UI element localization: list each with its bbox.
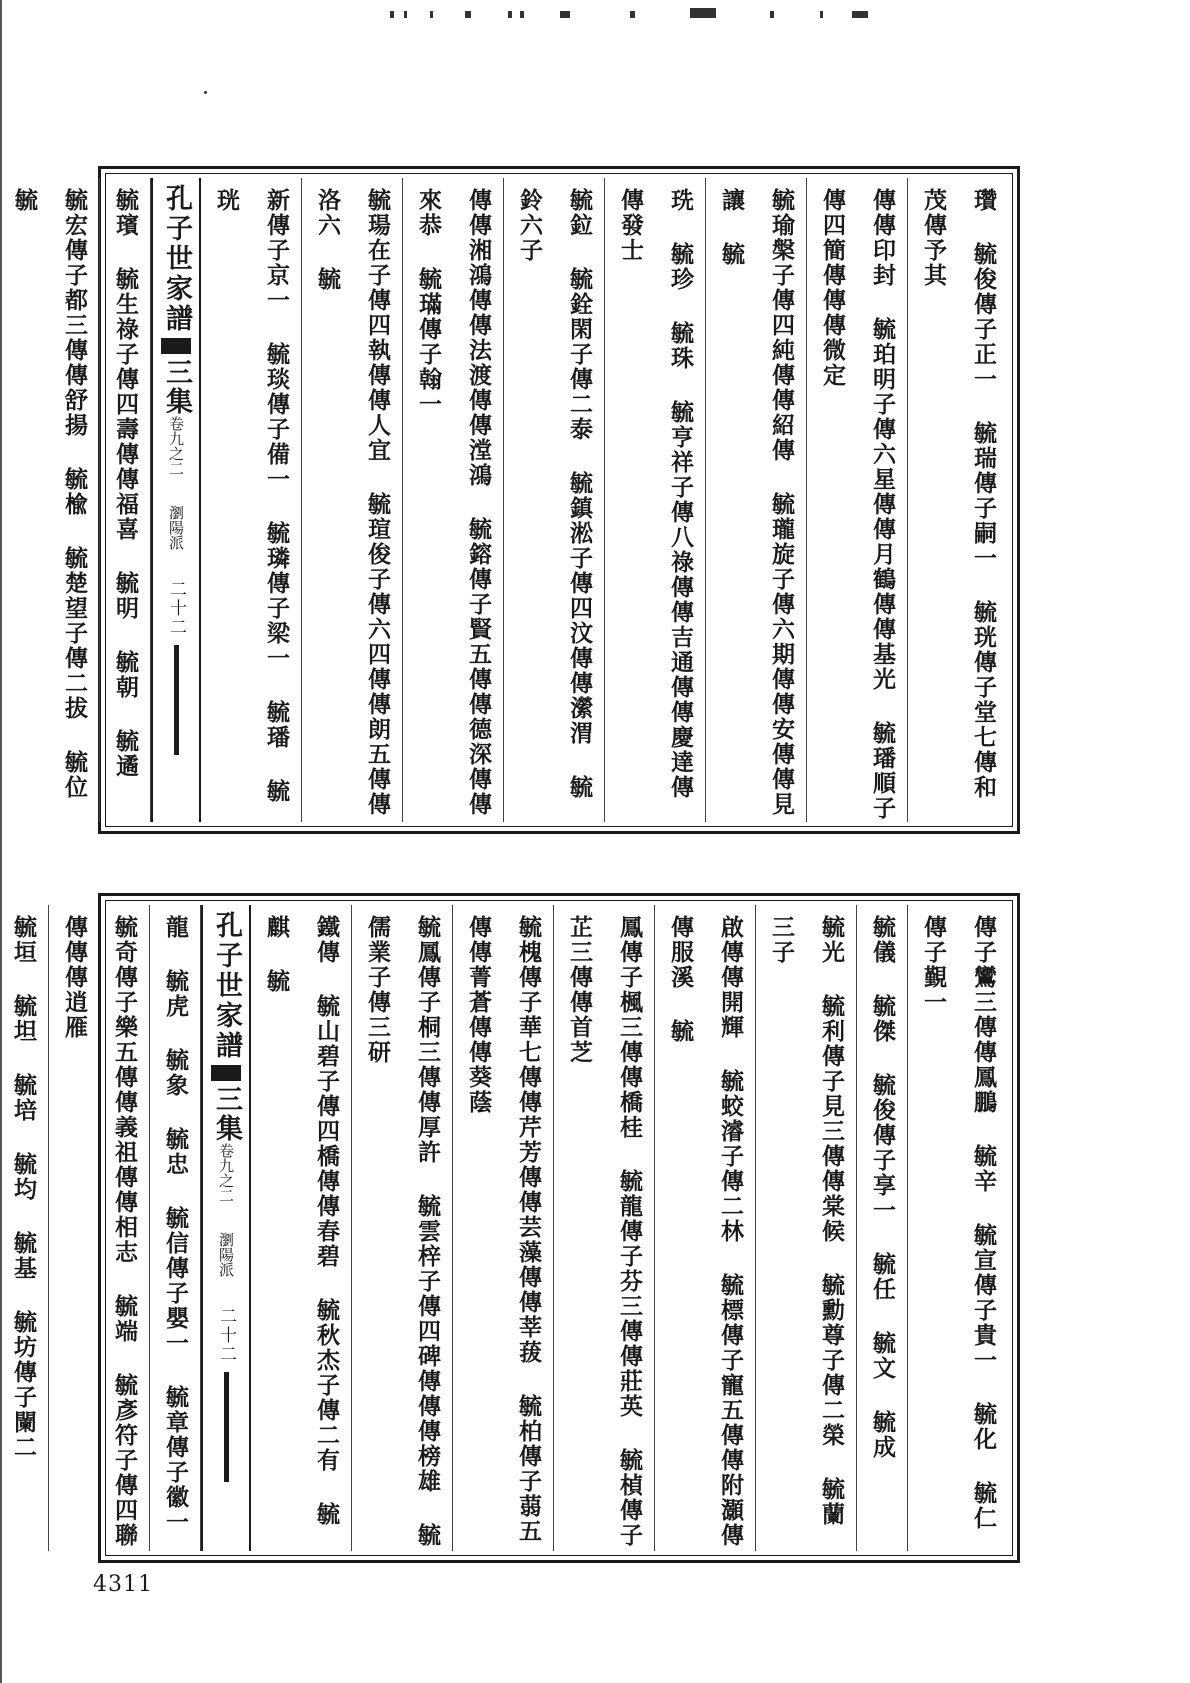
speck — [204, 91, 207, 94]
entry-column: 毓光 毓利傳子見三傳傳棠候 毓勳尊子傳二榮 毓蘭三子 — [756, 905, 857, 1551]
entry-column: 新傳子京一 毓琰傳子備一 毓璘傳子梁一 毓璠 毓珖 — [201, 178, 302, 822]
entry-column: 傳傳湘鴻傳傳法渡傳傳漟鴻 毓鎔傳子賢五傳傳德深傳傳來恭 毓璊傳子翰一 — [403, 178, 504, 822]
entry-column: 毓瑜槃子傳四純傳傳紹傳 毓瓏旋子傳六期傳傳安傳傳見讓 毓 — [706, 178, 807, 822]
entry-column: 傳傳印封 毓珀明子傳六星傳傳月鶴傳傳基光 毓璠順子傳四簡傳傳傳微定 — [807, 178, 908, 822]
entry-column: 珗 毓珍 毓珠 毓亨祥子傳八祿傳傳吉通傳傳慶達傳傳發士 — [605, 178, 706, 822]
spine-bar — [224, 1372, 229, 1482]
column-grid — [11, 178, 1008, 822]
branch-label: 瀏陽派 — [217, 1232, 235, 1277]
entry-column: 龍 毓虎 毓象 毓忠 毓信傳子嬰一 毓章傳子徽一 — [150, 905, 201, 1551]
spine-bar — [174, 645, 179, 755]
entry-column: 鐵傳 毓山碧子傳四橋傳傳春碧 毓秋杰子傳二有 毓麒 毓 — [251, 905, 352, 1551]
genealogy-panel-bottom — [10, 893, 1020, 1563]
branch-label: 瀏陽派 — [167, 505, 185, 550]
entry-column: 傳子鸞三傳傳鳳鵬 毓辛 毓宣傳子貴一 毓化 毓仁傳子覲一 — [920, 915, 997, 1531]
series-label: 三集 — [161, 358, 192, 416]
spine-column — [151, 178, 201, 822]
entry-column: 毓鉝 毓銓閑子傳二泰 毓鎮淞子傳四汶傳傳瀠渭 毓鈴六子 — [504, 178, 605, 822]
volume-label: 卷九之二 — [217, 1143, 235, 1203]
entry-column: 瓚 毓俊傳子正一 毓瑞傳子嗣一 毓珖傳子堂七傳和茂傳予其 — [920, 188, 997, 800]
column-grid — [10, 905, 1008, 1551]
book-title: 孔子世家譜 — [161, 184, 192, 334]
entry-column: 鳳傳子楓三傳傳橋桂 毓龍傳子芬三傳傳莊英 毓楨傳子芷三傳傳首芝 — [554, 905, 655, 1551]
series-label: 三集 — [211, 1085, 242, 1143]
entry-column: 毓槐傳子華七傳傳芹芳傳傳芸藻傳傳莘菝 毓柏傳子蒻五傳傳菁蒼傳傳葵蔭 — [453, 905, 554, 1551]
entry-column: 毓奇傳子樂五傳傳義祖傳傳相志 毓端 毓彥符子傳四聯傳傳傳逍雁 — [49, 905, 150, 1551]
fish-tail-mark — [211, 1065, 241, 1081]
entry-column: 毓宏傳子都三傳傳舒揚 毓楡 毓楚望子傳二拔 毓位 毓 — [0, 178, 100, 822]
entry-column: 毓儀 毓傑 毓俊傳子享一 毓任 毓文 毓成 — [857, 905, 908, 1551]
fish-tail-mark — [161, 338, 191, 354]
genealogy-panel-top — [11, 166, 1020, 834]
entry-column: 毓瑒在子傳四執傳傳人宜 毓瑄俊子傳六四傳傳朗五傳傳洛六 毓 — [302, 178, 403, 822]
spine-column — [201, 905, 251, 1551]
entry-column: 啟傳傳開輝 毓蛟濬子傳二林 毓標傳子寵五傳傳附灝傳傳服溪 毓 — [655, 905, 756, 1551]
book-title: 孔子世家譜 — [211, 911, 242, 1061]
entry-column: 毓璸 毓生祿子傳四壽傳傳福喜 毓明 毓朝 毓遹 — [100, 178, 151, 822]
entry-column: 毓垣 毓坦 毓培 毓均 毓基 毓坊傳子闌二 — [0, 905, 49, 1551]
folio-number: 二十二 — [216, 1307, 236, 1364]
top-edge-marks — [390, 8, 950, 22]
page-number: 4311 — [93, 1572, 153, 1597]
folio-number: 二十二 — [166, 580, 186, 637]
entry-column: 毓鳳傳子桐三傳傳厚許 毓雲梓子傳四碑傳傳傳榜雄 毓儒業子傳三研 — [352, 905, 453, 1551]
volume-label: 卷九之二 — [167, 416, 185, 476]
